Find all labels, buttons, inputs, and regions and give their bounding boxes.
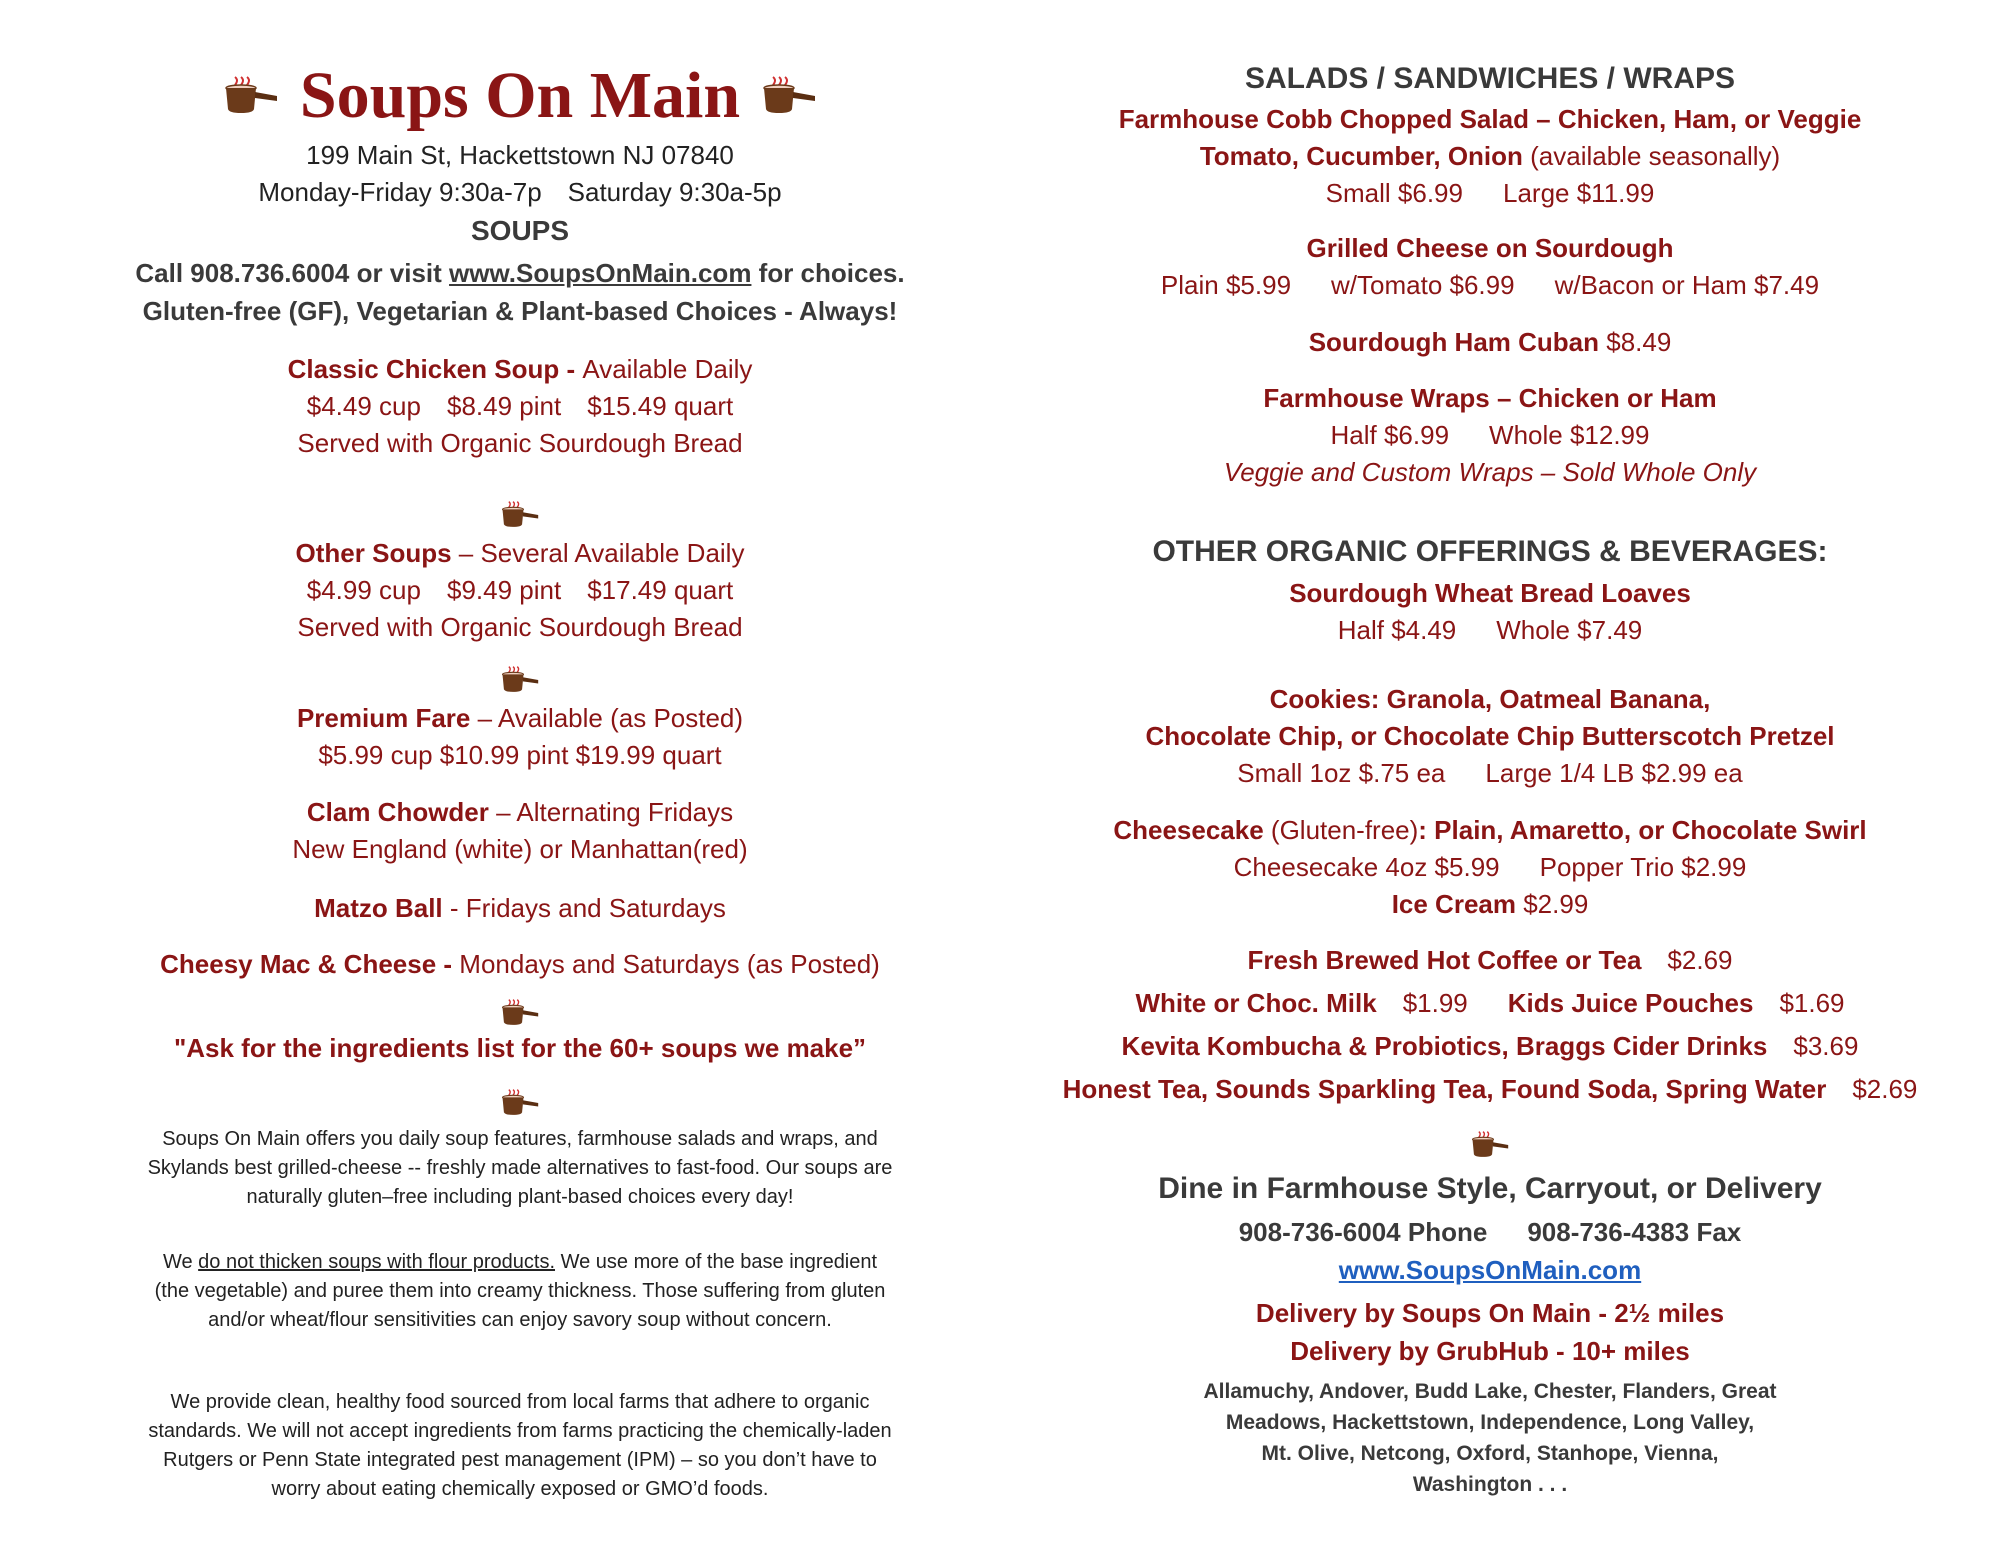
soup-pot-icon — [499, 1088, 541, 1118]
about-paragraph-3: We provide clean, healthy food sourced from local farms that adhere to organic standards. We will not accept ingredients from farms practicing the chemically-laden Rutgers or Penn State integrated pest management (IPM) – so you don’t have to worry about eating chemically exposed or GMO’d foods. — [148, 1391, 892, 1500]
towns-line-2: Meadows, Hackettstown, Independence, Long Valley, — [1225, 1411, 1755, 1434]
wraps-prices — [1030, 420, 1950, 451]
website-link[interactable]: www.SoupsOnMain.com — [449, 258, 752, 288]
grilled-bacon: w/Bacon or Ham $7.49 — [1554, 270, 1820, 300]
other-soups-avail: – Several Available Daily — [451, 538, 745, 568]
cheesecake-prices — [1030, 852, 1950, 883]
other-soups-title — [60, 538, 980, 569]
clam-title — [60, 797, 980, 828]
milk-juice — [1030, 988, 1950, 1019]
soup-pot-icon — [499, 500, 541, 530]
bread-name: Sourdough Wheat Bread Loaves — [1289, 578, 1691, 608]
milk-name: White or Choc. Milk — [1135, 988, 1377, 1018]
p2-underline: do not thicken soups with flour products. — [198, 1251, 556, 1273]
matzo-title — [60, 893, 980, 924]
cobb-line-1: Farmhouse Cobb Chopped Salad – Chicken, Ham, or Veggie — [1118, 104, 1862, 134]
hours-saturday: Saturday 9:30a-5p — [567, 177, 782, 207]
website-link[interactable]: www.SoupsOnMain.com — [1338, 1255, 1642, 1285]
classic-cup: $4.49 cup — [306, 391, 421, 421]
address: 199 Main St, Hackettstown NJ 07840 — [306, 140, 734, 170]
cobb-veg: Tomato, Cucumber, Onion — [1199, 141, 1523, 171]
coffee — [1030, 945, 1950, 976]
clam-detail: New England (white) or Manhattan(red) — [292, 834, 748, 864]
soup-pot-icon — [1469, 1130, 1511, 1160]
wraps-whole: Whole $12.99 — [1489, 420, 1650, 450]
hours-weekday: Monday-Friday 9:30a-7p — [258, 177, 542, 207]
other-quart: $17.49 quart — [587, 575, 734, 605]
delivery-grubhub: Delivery by GrubHub - 10+ miles — [1290, 1336, 1690, 1366]
call-prefix: Call 908.736.6004 or visit — [135, 258, 450, 288]
cookies-large: Large 1/4 LB $2.99 ea — [1485, 758, 1743, 788]
other-cup: $4.99 cup — [306, 575, 421, 605]
cuban-price: $8.49 — [1599, 327, 1672, 357]
cobb-prices — [1030, 178, 1950, 209]
divider — [60, 998, 980, 1033]
cheesecake-4oz: Cheesecake 4oz $5.99 — [1233, 852, 1500, 882]
about-paragraph-2 — [145, 1248, 895, 1335]
call-line — [60, 258, 980, 289]
juice-price: $1.69 — [1779, 988, 1845, 1018]
ice-cream-price: $2.99 — [1516, 889, 1589, 919]
cheesecake-title — [1030, 815, 1950, 846]
cookies-line-1: Cookies: Granola, Oatmeal Banana, — [1269, 684, 1711, 714]
other-served: Served with Organic Sourdough Bread — [297, 612, 743, 642]
milk-price: $1.99 — [1402, 988, 1468, 1018]
ask-ingredients: "Ask for the ingredients list for the 60+ soups we make” — [173, 1033, 867, 1063]
soups-heading: SOUPS — [470, 215, 570, 246]
cookies-prices — [1030, 758, 1950, 789]
wraps-name: Farmhouse Wraps – Chicken or Ham — [1263, 383, 1717, 413]
cobb-large: Large $11.99 — [1502, 178, 1655, 208]
soup-pot-icon — [499, 665, 541, 695]
premium-title — [60, 703, 980, 734]
premium-prices: $5.99 cup $10.99 pint $19.99 quart — [318, 740, 722, 770]
about-paragraph-1: Soups On Main offers you daily soup features, farmhouse salads and wraps, and Skylands best grilled-cheese -- freshly made alternatives to fast-food. Our soups are naturally gluten–free including plant-based choices every day! — [147, 1128, 893, 1208]
grilled-plain: Plain $5.99 — [1160, 270, 1292, 300]
other-soups-name: Other Soups — [295, 538, 452, 568]
matzo-avail: - Fridays and Saturdays — [442, 893, 726, 923]
cuban-name: Sourdough Ham Cuban — [1308, 327, 1600, 357]
p2-prefix: We — [162, 1251, 199, 1273]
salads-heading: SALADS / SANDWICHES / WRAPS — [1244, 62, 1736, 95]
matzo-name: Matzo Ball — [314, 893, 443, 923]
cobb-seasonal: (available seasonally) — [1522, 141, 1781, 171]
ice-cream — [1030, 889, 1950, 920]
divider — [60, 500, 980, 535]
wraps-note: Veggie and Custom Wraps – Sold Whole Only — [1223, 457, 1757, 487]
divider — [1030, 1130, 1950, 1165]
classic-chicken-avail: Available Daily — [582, 354, 753, 384]
cobb-line-2 — [1030, 141, 1950, 172]
honest-name: Honest Tea, Sounds Sparkling Tea, Found Soda, Spring Water — [1062, 1074, 1827, 1104]
website-row — [1030, 1255, 1950, 1286]
fax: 908-736-4383 Fax — [1527, 1217, 1742, 1247]
towns-line-1: Allamuchy, Andover, Budd Lake, Chester, Flanders, Great — [1203, 1380, 1777, 1403]
classic-served: Served with Organic Sourdough Bread — [297, 428, 743, 458]
classic-chicken-name: Classic Chicken Soup - — [287, 354, 583, 384]
bread-half: Half $4.49 — [1337, 615, 1457, 645]
divider — [60, 665, 980, 700]
cheesecake-gf: (Gluten-free) — [1263, 815, 1419, 845]
premium-avail: – Available (as Posted) — [470, 703, 744, 733]
classic-chicken-prices — [60, 391, 980, 422]
header-title-row — [60, 58, 980, 134]
mac-title — [60, 949, 980, 980]
bread-prices — [1030, 615, 1950, 646]
other-soups-prices — [60, 575, 980, 606]
clam-name: Clam Chowder — [306, 797, 489, 827]
honest-price: $2.69 — [1852, 1074, 1918, 1104]
dine-line: Dine in Farmhouse Style, Carryout, or Delivery — [1158, 1172, 1822, 1205]
classic-quart: $15.49 quart — [587, 391, 734, 421]
restaurant-title: Soups On Main — [299, 59, 741, 132]
kevita — [1030, 1031, 1950, 1062]
coffee-price: $2.69 — [1667, 945, 1733, 975]
honest — [1030, 1074, 1950, 1105]
call-suffix: for choices. — [751, 258, 905, 288]
mac-avail: Mondays and Saturdays (as Posted) — [459, 949, 880, 979]
soup-pot-icon — [221, 76, 281, 116]
phone: 908-736-6004 Phone — [1238, 1217, 1488, 1247]
other-pint: $9.49 pint — [446, 575, 562, 605]
grilled-name: Grilled Cheese on Sourdough — [1306, 233, 1674, 263]
juice-name: Kids Juice Pouches — [1507, 988, 1754, 1018]
gluten-line: Gluten-free (GF), Vegetarian & Plant-based Choices - Always! — [142, 296, 898, 326]
popper-trio: Popper Trio $2.99 — [1539, 852, 1747, 882]
cookies-small: Small 1oz $.75 ea — [1237, 758, 1446, 788]
classic-chicken-title — [60, 354, 980, 385]
grilled-tomato: w/Tomato $6.99 — [1331, 270, 1515, 300]
wraps-half: Half $6.99 — [1330, 420, 1450, 450]
cuban — [1030, 327, 1950, 358]
kevita-price: $3.69 — [1793, 1031, 1859, 1061]
classic-pint: $8.49 pint — [446, 391, 562, 421]
soup-pot-icon — [499, 998, 541, 1028]
ice-cream-name: Ice Cream — [1391, 889, 1516, 919]
grilled-prices — [1030, 270, 1950, 301]
mac-name: Cheesy Mac & Cheese - — [160, 949, 460, 979]
bread-whole: Whole $7.49 — [1496, 615, 1643, 645]
cookies-line-2: Chocolate Chip, or Chocolate Chip Butterscotch Pretzel — [1145, 721, 1835, 751]
soup-pot-icon — [759, 76, 819, 116]
other-heading: OTHER ORGANIC OFFERINGS & BEVERAGES: — [1152, 535, 1828, 568]
clam-avail: – Alternating Fridays — [488, 797, 734, 827]
cheesecake-flavors: : Plain, Amaretto, or Chocolate Swirl — [1418, 815, 1867, 845]
cobb-small: Small $6.99 — [1325, 178, 1463, 208]
cheesecake-name: Cheesecake — [1113, 815, 1264, 845]
delivery-own: Delivery by Soups On Main - 2½ miles — [1255, 1298, 1725, 1328]
towns-line-3: Mt. Olive, Netcong, Oxford, Stanhope, Vienna, — [1261, 1442, 1719, 1465]
phone-fax — [1030, 1217, 1950, 1248]
premium-name: Premium Fare — [296, 703, 471, 733]
kevita-name: Kevita Kombucha & Probiotics, Braggs Cider Drinks — [1121, 1031, 1768, 1061]
divider — [60, 1088, 980, 1123]
towns-line-4: Washington . . . — [1412, 1473, 1568, 1496]
hours — [60, 177, 980, 208]
coffee-name: Fresh Brewed Hot Coffee or Tea — [1247, 945, 1642, 975]
p2-suffix: We use more of the base ingredient (the vegetable) and puree them into creamy thickness. Those suffering from gluten and/or wheat/flour sensitivities can enjoy savory soup without concern. — [154, 1251, 886, 1331]
